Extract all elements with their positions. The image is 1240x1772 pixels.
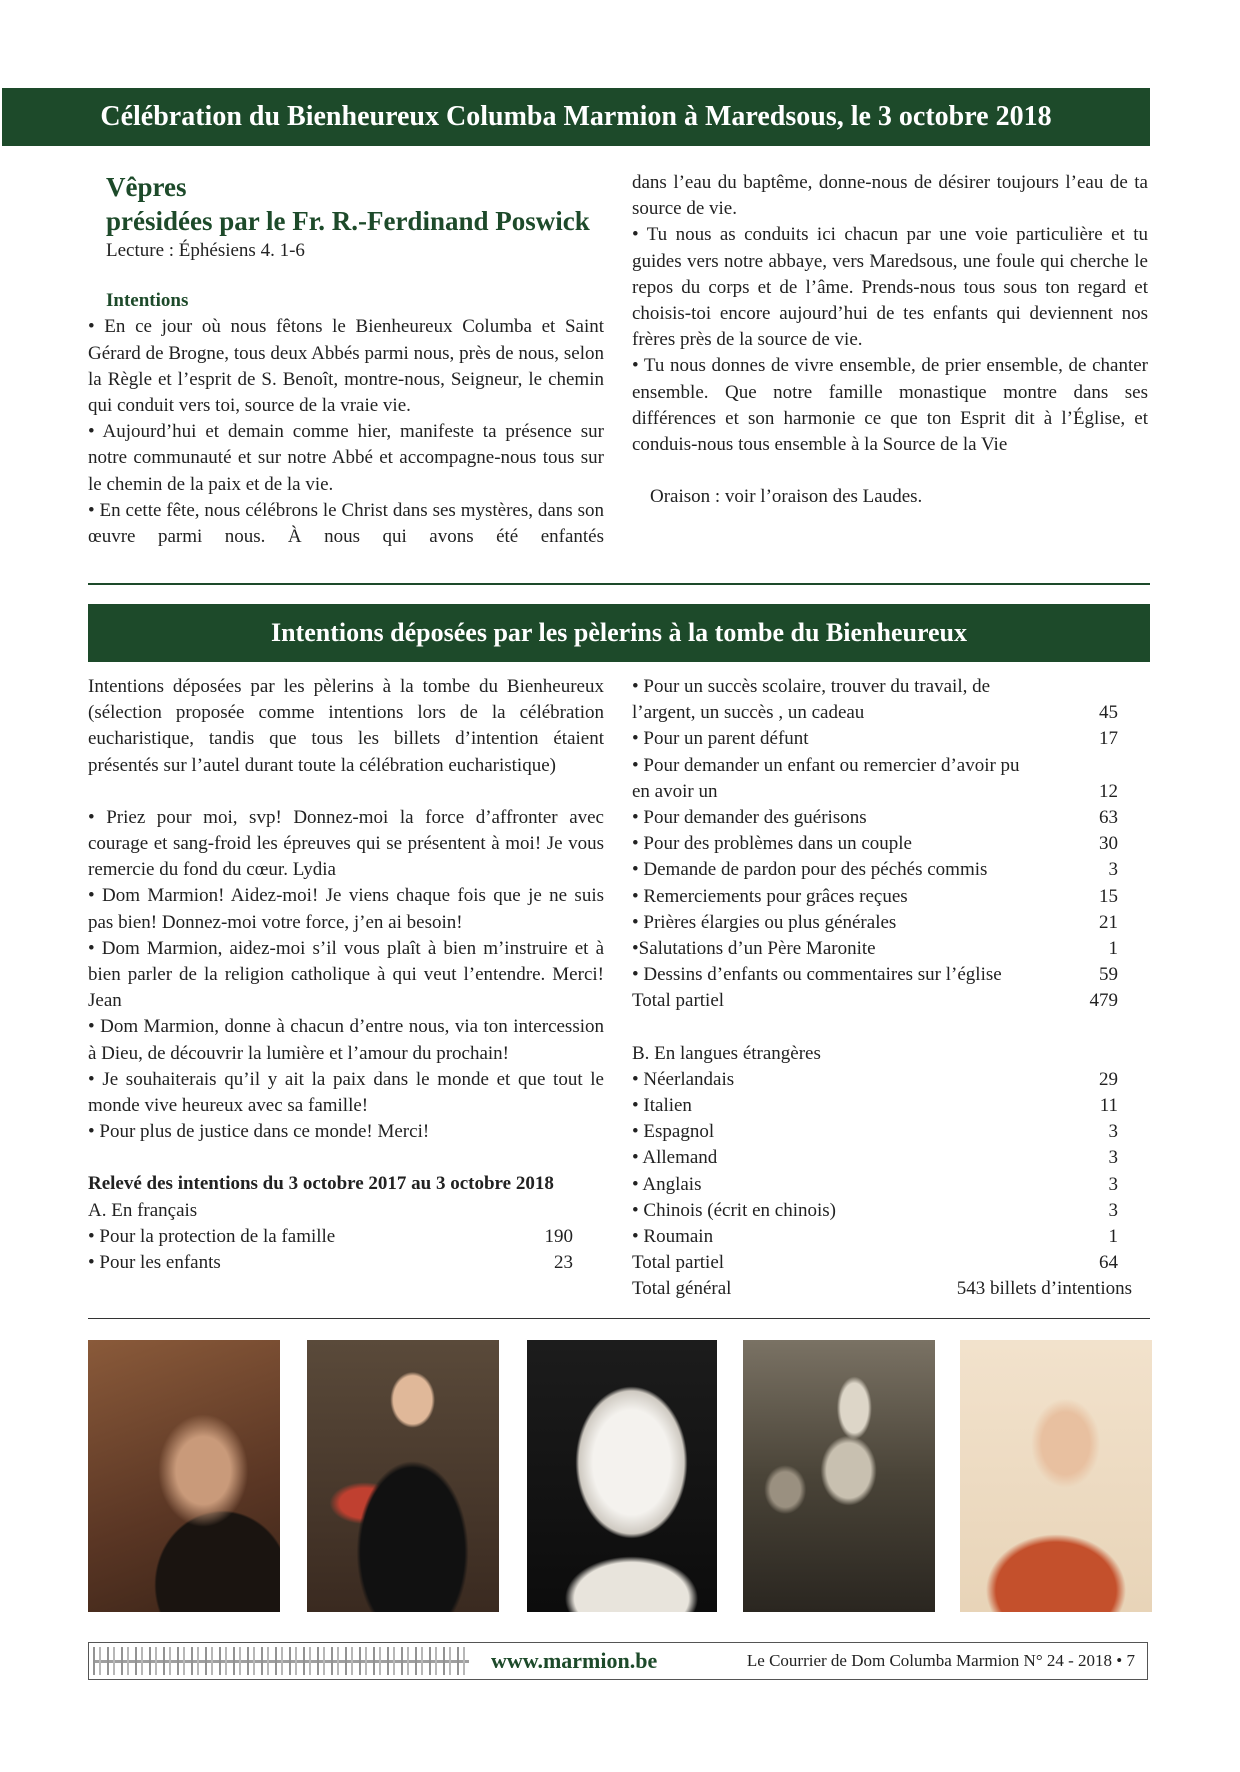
count-row (632, 726, 1118, 752)
count-value: 3 (1108, 1121, 1118, 1143)
count-row (632, 936, 1118, 962)
intention-paragraph: • Aujourd’hui et demain comme hier, manifeste ta présence sur notre communauté et sur notre Abbé et accompagne-nous tous sur le chemin de la paix et de la vie. (88, 421, 604, 495)
count-row (632, 884, 1118, 910)
pilgrim-prayer: • Dom Marmion, aidez-moi s’il vous plaît à bien m’instruire et à bien parler de la religion catholique à qui veut l’entendre. Merci! Jean (88, 937, 604, 1012)
count-label: • Pour des problèmes dans un couple (632, 833, 912, 855)
bust-sculpture-photo (527, 1340, 717, 1612)
count-row (88, 1250, 573, 1276)
count-row (632, 1093, 1118, 1119)
pilgrim-prayer: • Je souhaiterais qu’il y ait la paix dans le monde et que tout le monde vive heureux avec sa famille! (88, 1068, 604, 1117)
count-value: 21 (1099, 911, 1118, 933)
intention-paragraph: dans l’eau du baptême, donne-nous de désirer toujours l’eau de ta source de vie. (632, 172, 1148, 220)
vespers-left-column (88, 170, 604, 550)
count-row (632, 831, 1118, 857)
count-value: 3 (1108, 1199, 1118, 1221)
count-label: • Néerlandais (632, 1068, 735, 1090)
count-value: 45 (1099, 702, 1118, 724)
count-value: 23 (554, 1252, 573, 1274)
intention-paragraph: • Tu nous as conduits ici chacun par une voie particulière et tu guides vers notre abbaye, vers Maredsous, une foule qui cherche le repos du corps et de l’âme. Prends-nous tous sous ton regard et choisis-toi encore aujourd’hui de tes enfants qui deviennent nos frères près de la source de vie. (632, 224, 1148, 351)
count-row (632, 805, 1118, 831)
count-list-french-left (88, 1224, 573, 1276)
releve-title: Relevé des intentions du 3 octobre 2017 au 3 octobre 2018 (88, 1173, 554, 1195)
pilgrims-right-column (632, 674, 1132, 1303)
count-value: 12 (1099, 780, 1118, 802)
oraison-note: Oraison : voir l’oraison des Laudes. (650, 486, 923, 508)
count-label: l’argent, un succès , un cadeau (632, 702, 865, 724)
count-label: • Pour un succès scolaire, trouver du travail, de (632, 676, 991, 697)
count-value: 479 (1089, 990, 1118, 1012)
count-label: • Chinois (écrit en chinois) (632, 1199, 836, 1221)
count-value: 64 (1099, 1252, 1118, 1274)
count-value: 1 (1108, 1226, 1118, 1248)
count-row (632, 1119, 1118, 1145)
count-value: 1 (1108, 938, 1118, 960)
count-label: Total partiel (632, 1252, 725, 1274)
count-label: • Pour la protection de la famille (88, 1225, 336, 1247)
sketch-portrait-photo (960, 1340, 1152, 1612)
count-row (632, 857, 1118, 883)
count-list-french-right-b (632, 805, 1118, 1015)
section-banner-celebration: Célébration du Bienheureux Columba Marmion à Maredsous, le 3 octobre 2018 (2, 88, 1150, 146)
intention-paragraph: • Tu nous donnes de vivre ensemble, de prier ensemble, de chanter ensemble. Que notre famille monastique montre dans ses différences et son harmonie ce que ton Esprit dit à l’Église, et conduis-nous tous ensemble à la Source de la Vie (632, 355, 1148, 456)
vespers-presider: présidées par le Fr. R.-Ferdinand Poswick (106, 206, 590, 236)
pilgrims-left-column (88, 674, 604, 1276)
intentions-heading: Intentions (106, 290, 189, 312)
count-row (632, 1145, 1118, 1171)
intentions-intro: Intentions déposées par les pèlerins à la tombe du Bienheureux (sélection proposée comme intentions lors de la célébration eucharistique, tandis que tous les billets d’intention étaient présentés sur l’autel durant toute la célébration eucharistique) (88, 676, 604, 776)
page-footer (88, 1642, 1148, 1680)
issue-info: Le Courrier de Dom Columba Marmion N° 24 - 2018 • 7 (746, 1651, 1135, 1670)
count-label: • Demande de pardon pour des péchés commis (632, 859, 988, 881)
count-label: •Salutations d’un Père Maronite (632, 938, 876, 960)
website-link[interactable]: www.marmion.be (491, 1648, 658, 1673)
grand-total-row (632, 1276, 1132, 1302)
count-label: en avoir un (632, 780, 718, 802)
count-row (632, 962, 1118, 988)
count-value: 3 (1108, 1147, 1118, 1169)
count-label: • Remerciements pour grâces reçues (632, 885, 908, 907)
pilgrim-prayer: • Dom Marmion, donne à chacun d’entre nous, via ton intercession à Dieu, de découvrir la lumière et l’amour du prochain! (88, 1016, 604, 1064)
grand-total-label: Total général (632, 1278, 732, 1300)
count-row (632, 910, 1118, 936)
section-banner-intentions: Intentions déposées par les pèlerins à la tombe du Bienheureux (88, 604, 1150, 662)
count-row (632, 1067, 1118, 1093)
pilgrim-prayer: • Pour plus de justice dans ce monde! Merci! (88, 1121, 430, 1143)
count-label: • Pour demander un enfant ou remercier d’avoir pu (632, 754, 1020, 776)
count-label: Total partiel (632, 990, 725, 1012)
reading-reference: Lecture : Éphésiens 4. 1-6 (106, 240, 305, 261)
count-value: 190 (544, 1225, 573, 1247)
count-row (632, 1250, 1118, 1276)
count-value: 11 (1099, 1095, 1118, 1117)
intention-paragraph: • En ce jour où nous fêtons le Bienheureux Columba et Saint Gérard de Brogne, tous deux Abbés parmi nous, près de nous, selon la Règle et l’esprit de S. Benoît, montre-nous, Seigneur, le chemin qui conduit vers toi, source de la vraie vie. (88, 316, 604, 417)
pilgrim-prayer: • Dom Marmion! Aidez-moi! Je viens chaque fois que je ne suis pas bien! Donnez-moi votre force, j’en ai besoin! (88, 885, 604, 933)
count-row (632, 674, 1118, 726)
portrait-photo-2 (307, 1340, 499, 1612)
portrait-photo-1 (88, 1340, 280, 1612)
count-label: • Prières élargies ou plus générales (632, 911, 897, 933)
count-value: 3 (1108, 859, 1118, 881)
count-label: • Pour un parent défunt (632, 728, 809, 750)
count-value: 17 (1099, 728, 1118, 750)
bishop-group-photo (743, 1340, 935, 1612)
count-label: • Espagnol (632, 1121, 715, 1143)
count-label: • Pour les enfants (88, 1252, 221, 1274)
section-divider (88, 583, 1150, 585)
count-value: 59 (1099, 964, 1118, 986)
section-divider (88, 1318, 1150, 1319)
count-value: 3 (1108, 1173, 1118, 1195)
count-value: 30 (1099, 833, 1118, 855)
count-row (632, 1172, 1118, 1198)
count-row (88, 1224, 573, 1250)
count-list-french-right-a (632, 726, 1118, 752)
count-value: 63 (1099, 807, 1118, 829)
count-row (632, 1224, 1118, 1250)
vespers-title: Vêpres (106, 172, 187, 202)
intention-paragraph: • En cette fête, nous célébrons le Christ dans ses mystères, dans son œuvre parmi nous. À nous qui avons été enfantés (88, 499, 604, 548)
group-a-label: A. En français (88, 1199, 198, 1221)
count-list-foreign (632, 1067, 1118, 1277)
count-label: • Pour demander des guérisons (632, 807, 867, 829)
count-label: • Allemand (632, 1147, 718, 1169)
grand-total-value: 543 billets d’intentions (956, 1278, 1132, 1300)
group-b-label: B. En langues étrangères (632, 1042, 821, 1064)
count-row (632, 1198, 1118, 1224)
count-row (632, 988, 1118, 1014)
count-value: 29 (1099, 1068, 1118, 1090)
vespers-right-column (632, 170, 1148, 510)
pilgrim-prayer: • Priez pour moi, svp! Donnez-moi la force d’affronter avec courage et sang-froid les épreuves qui se présentent à moi! Je vous remercie du fond du cœur. Lydia (88, 806, 604, 881)
decorative-border-pattern (93, 1647, 469, 1675)
count-value: 15 (1099, 885, 1118, 907)
count-label: • Anglais (632, 1173, 702, 1195)
count-label: • Dessins d’enfants ou commentaires sur l’église (632, 964, 1002, 986)
count-label: • Italien (632, 1095, 692, 1117)
count-label: • Roumain (632, 1226, 714, 1248)
count-row (632, 753, 1118, 805)
